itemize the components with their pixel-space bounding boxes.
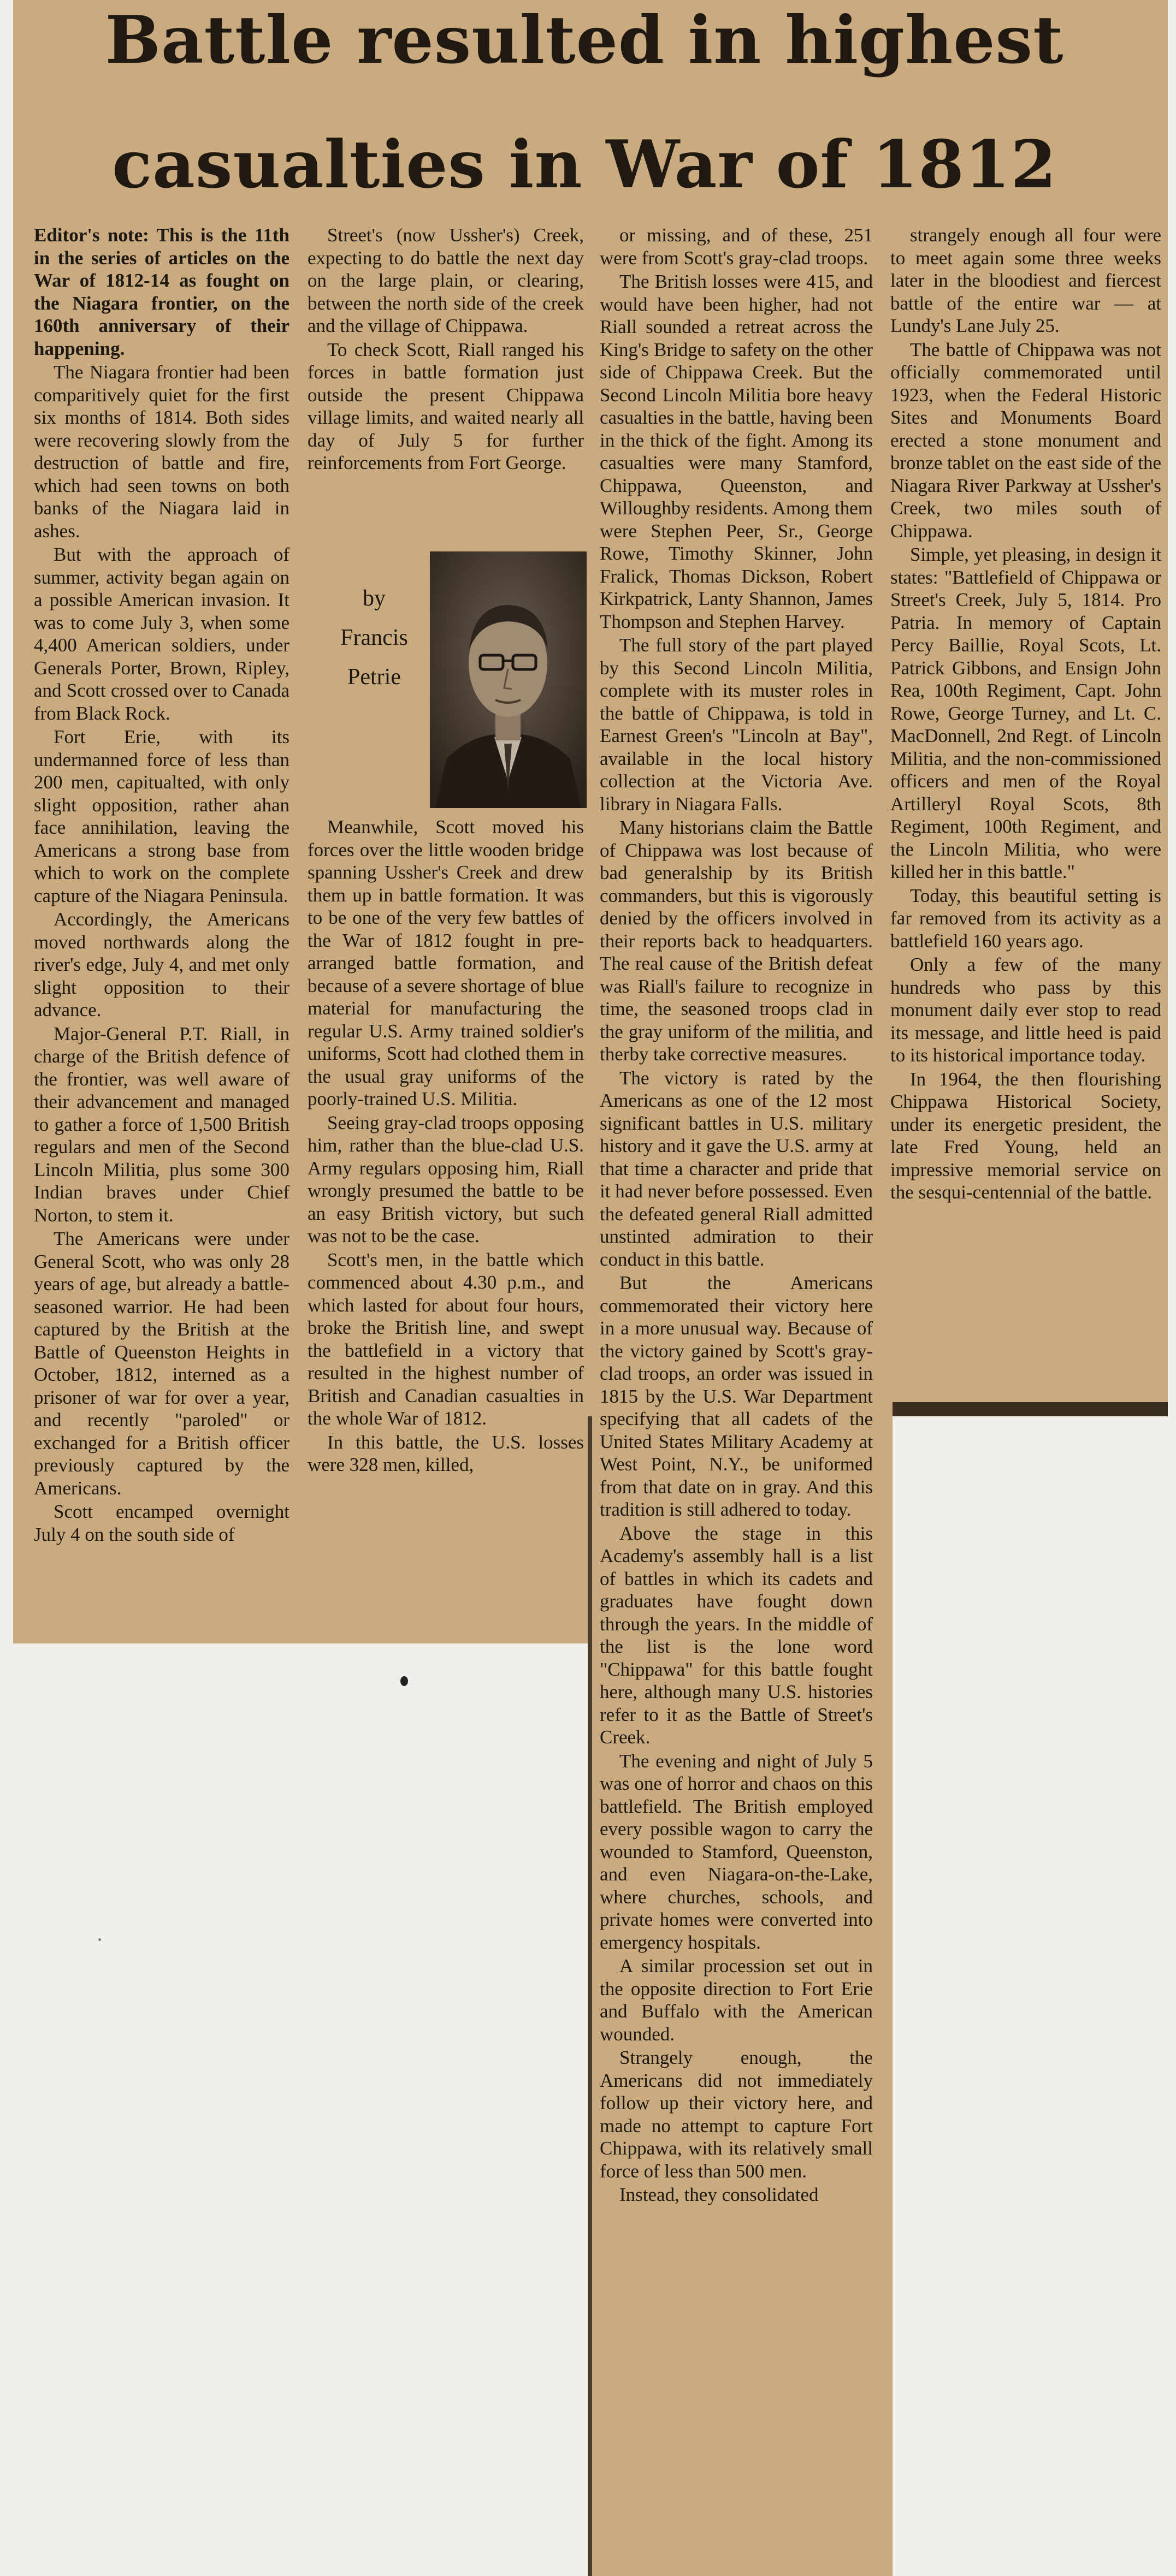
paragraph: Simple, yet pleasing, in design it states: "Battlefield of Chippawa or Street's Creek, July 5, 1814. Pro Patria. In memory of Captain Percy Baillie, Royal Scots, Lt. Patrick Gibbons, and Ensign John Rea, 100th Regiment, Capt. John Rowe, George Turney, and Lt. C. MacDonnell, 2nd Regt. of Lincoln Militia, and the non-commissioned officers and men of the Royal Artilleryl Royal Scots, 8th Regiment, 100th Regiment, and the Lincoln Militia, who were killed her in this battle." — [890, 544, 1161, 882]
paragraph: Instead, they consolidated — [619, 2184, 819, 2205]
paragraph: Major-General P.T. Riall, in charge of the British defence of the frontier, was well aware of their advancement and managed to gather a force of 1,500 British regulars and men of the Second Lincoln Militia, plus some 300 Indian braves under Chief Norton, to stem it. — [34, 1023, 289, 1226]
paragraph: Only a few of the many hundreds who pass by this monument daily ever stop to read its message, and little heed is paid to its historical importance today. — [890, 954, 1161, 1066]
editors-note: Editor's note: This is the 11th in the series of articles on the War of 1812-14 as fought on the Niagara frontier, on the 160th anniversary of their happening. — [34, 224, 289, 359]
paragraph: The British losses were 415, and would have been higher, had not Riall sounded a retreat across the King's Bridge to safety on the other side of Chippawa Creek. But the Second Lincoln Militia bore heavy casualties in the battle, having been in the thick of the fight. Among its casualties were many Stamford, Chippawa, Queenston, and Willoughby residents. Among them were Stephen Peer, Sr., George Rowe, Timothy Skinner, John Fralick, Thomas Dickson, Robert Kirkpatrick, Lanty Shannon, James Thompson and Stephen Harvey. — [600, 271, 873, 632]
article-column-2-top — [308, 224, 584, 474]
paragraph: The victory is rated by the Americans as one of the 12 most significant battles in U.S. military history and it gave the U.S. army at that time a character and pride that it had never before possessed. Even the defeated general Riall admitted unstinted admiration to their conduct in this battle. — [600, 1067, 873, 1270]
headline-line-2: casualties in War of 1812 — [112, 126, 1057, 203]
article-column-1 — [34, 224, 289, 1546]
paragraph: But with the approach of summer, activity began again on a possible American invasion. It was to come July 3, when some 4,400 American soldiers, under Generals Porter, Brown, Ripley, and Scott crossed over to Canada from Black Rock. — [34, 544, 289, 724]
paragraph: The full story of the part played by this Second Lincoln Militia, complete with its muster roles in the battle of Chippawa, is told in Earnest Green's "Lincoln at Bay", available in the local history collection at the Victoria Ave. library in Niagara Falls. — [600, 634, 873, 815]
speck — [98, 1938, 101, 1941]
article-column-3 — [600, 224, 873, 2206]
paragraph: The Niagara frontier had been comparitively quiet for the first six months of 1814. Both sides were recovering slowly from the destruction of battle and fire, which had seen towns on both banks of the Niagara laid in ashes. — [34, 361, 289, 542]
paragraph: Accordingly, the Americans moved northwards along the river's edge, July 4, and met only slight opposition to their advance. — [34, 909, 289, 1020]
paragraph: The Americans were under General Scott, who was only 28 years of age, but already a battle-seasoned warrior. He had been captured by the British at the Battle of Queenston Heights in October, 1812, interned as a prisoner of war for over a year, and recently "paroled" or exchanged for a British officer previously captured by the Americans. — [34, 1228, 289, 1499]
speck — [400, 1676, 408, 1686]
byline-first-name: Francis — [340, 625, 408, 650]
paragraph: strangely enough all four were to meet again some three weeks later in the bloodiest and fiercest battle of the entire war — at Lundy's Lane July 25. — [890, 224, 1161, 336]
author-portrait-photo — [430, 551, 587, 808]
paragraph: But the Americans commemorated their victory here in a more unusual way. Because of the victory gained by Scott's gray-clad troops, an order was issued in 1815 by the U.S. War Department specifying that all cadets of the United States Military Academy at West Point, N.Y., be uniformed from that date on in gray. And this tradition is still adhered to today. — [600, 1272, 873, 1520]
headline-line-1: Battle resulted in highest — [105, 2, 1064, 79]
clipping-fold-shadow — [588, 1416, 592, 2576]
paragraph: Seeing gray-clad troops opposing him, rather than the blue-clad U.S. Army regulars opposing him, Riall wrongly presumed the battle to be an easy British victory, but such was not to be the case. — [308, 1112, 584, 1247]
byline — [328, 579, 421, 697]
article-column-4 — [890, 224, 1161, 1204]
paragraph: Strangely enough, the Americans did not immediately follow up their victory here, and made no attempt to capture Fort Chippawa, with its relatively small force of less than 500 men. — [600, 2047, 873, 2182]
paragraph: Fort Erie, with its undermanned force of less than 200 men, capitualted, with only slight opposition, rather ahan face annihilation, leaving the Americans a strong base from which to work on the complete capture of the Niagara Peninsula. — [34, 726, 289, 906]
paragraph: The battle of Chippawa was not officially commemorated until 1923, when the Federal Historic Sites and Monuments Board erected a stone monument and bronze tablet on the east side of the Niagara River Parkway at Ussher's Creek, two miles south of Chippawa. — [890, 339, 1161, 542]
paragraph: To check Scott, Riall ranged his forces in battle formation just outside the present Chippawa village limits, and waited nearly all day of July 5 for further reinforcements from Fort George. — [308, 339, 584, 473]
paragraph: or missing, and of these, 251 were from Scott's gray-clad troops. — [600, 224, 873, 269]
paragraph: The evening and night of July 5 was one of horror and chaos on this battlefield. The British employed every possible wagon to carry the wounded to Stamford, Queenston, and even Niagara-on-the-Lake, where churches, schools, and private homes were converted into emergency hospitals. — [600, 1750, 873, 1953]
paragraph: Above the stage in this Academy's assembly hall is a list of battles in which its cadets and graduates have fought down through the years. In the middle of the list is the lone word "Chippawa" for this battle fought here, although many U.S. histories refer to it as the Battle of Street's Creek. — [600, 1522, 873, 1748]
portrait-illustration — [430, 551, 587, 808]
paragraph: Street's (now Ussher's) Creek, expecting to do battle the next day on the large plain, or clearing, between the north side of the creek and the village of Chippawa. — [308, 224, 584, 336]
paragraph: Many historians claim the Battle of Chippawa was lost because of bad generalship by its British commanders, but this is vigorously denied by the officers involved in their reports back to headquarters. The real cause of the British defeat was Riall's failure to recognize in time, the seasoned troops clad in the gray uniform of the militia, and therby take corrective measures. — [600, 817, 873, 1065]
article-column-2-bottom — [308, 816, 584, 1476]
paragraph: In this battle, the U.S. losses were 328 men, killed, — [308, 1431, 584, 1475]
paragraph: Today, this beautiful setting is far removed from its activity as a battlefield 160 years ago. — [890, 885, 1161, 952]
paragraph: A similar procession set out in the opposite direction to Fort Erie and Buffalo with the American wounded. — [600, 1955, 873, 2045]
paragraph: Scott's men, in the battle which commenced about 4.30 p.m., and which lasted for about four hours, broke the British line, and swept the battlefield in a victory that resulted in the highest number of British and Canadian casualties in the whole War of 1812. — [308, 1249, 584, 1429]
paragraph: Scott encamped overnight July 4 on the south side of — [34, 1501, 289, 1545]
paragraph: Meanwhile, Scott moved his forces over the little wooden bridge spanning Ussher's Creek and drew them up in battle formation. It was to be one of the very few battles of the War of 1812 fought in pre-arranged battle formation, and because of a severe shortage of blue material for manufacturing the regular U.S. Army trained soldier's uniforms, Scott had clothed them in the usual gray uniforms of the poorly-trained U.S. Militia. — [308, 816, 584, 1109]
clipping-edge-shadow — [893, 1402, 1168, 1416]
byline-by: by — [363, 586, 386, 611]
byline-last-name: Petrie — [347, 664, 401, 690]
paragraph: In 1964, the then flourishing Chippawa Historical Society, under its energetic president, the late Fred Young, held an impressive memorial service on the sesqui-centennial of the battle. — [890, 1068, 1161, 1203]
